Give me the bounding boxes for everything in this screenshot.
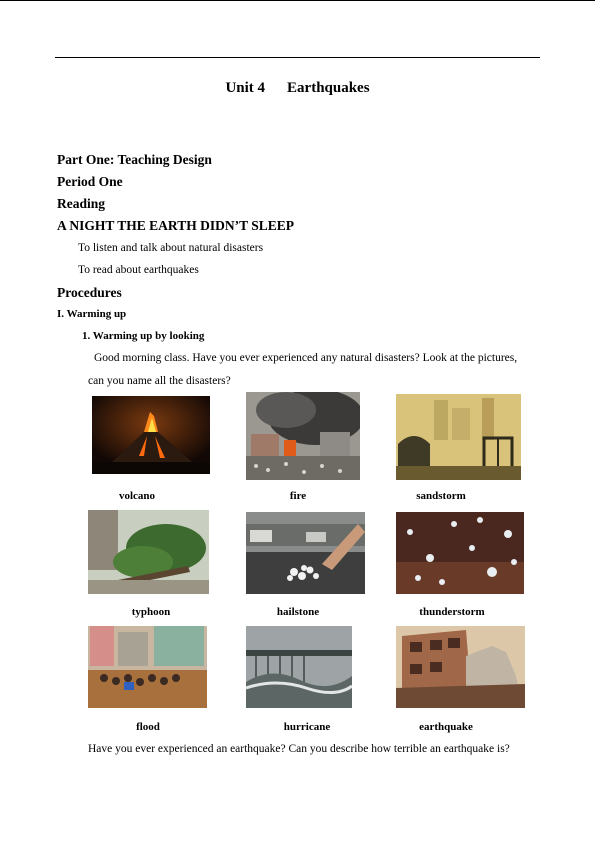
part-heading: Part One: Teaching Design <box>57 152 212 167</box>
period-heading: Period One <box>57 174 123 189</box>
unit-label: Unit 4 <box>225 80 266 96</box>
earthquake-image <box>396 626 525 708</box>
aim-item: To listen and talk about natural disasters <box>78 242 264 254</box>
sandstorm-image <box>396 394 521 480</box>
thunderstorm-image <box>396 512 524 594</box>
paragraph-line: Good morning class. Have you ever experienced any natural disasters? Look at the pictures, <box>94 352 518 364</box>
unit-topic: Earthquakes <box>287 80 370 96</box>
section-heading: Reading <box>57 196 106 211</box>
image-caption: typhoon <box>131 606 171 618</box>
header-rule <box>55 57 540 58</box>
flood-image <box>88 626 207 708</box>
step-heading: I. Warming up <box>57 308 127 320</box>
fire-image <box>246 392 360 480</box>
page-top-border <box>0 0 595 1</box>
substep-heading: 1. Warming up by looking <box>82 330 205 342</box>
paragraph-line: can you name all the disasters? <box>88 375 231 387</box>
paragraph-line: Have you ever experienced an earthquake? Can you describe how terrible an earthquake is? <box>88 743 510 755</box>
image-caption: flood <box>136 721 160 733</box>
hailstone-image <box>246 512 365 594</box>
page-title <box>0 80 595 97</box>
image-caption: earthquake <box>419 721 473 733</box>
typhoon-image <box>88 510 209 594</box>
procedures-heading: Procedures <box>57 285 122 300</box>
volcano-image <box>92 396 210 474</box>
image-caption: fire <box>289 490 307 502</box>
image-caption: sandstorm <box>416 490 466 502</box>
image-caption: hailstone <box>276 606 320 618</box>
image-caption: hurricane <box>283 721 331 733</box>
hurricane-image <box>246 626 352 708</box>
image-caption: volcano <box>118 490 156 502</box>
reading-title: A NIGHT THE EARTH DIDN’T SLEEP <box>57 218 294 233</box>
aim-item: To read about earthquakes <box>78 264 199 276</box>
image-caption: thunderstorm <box>419 606 485 618</box>
